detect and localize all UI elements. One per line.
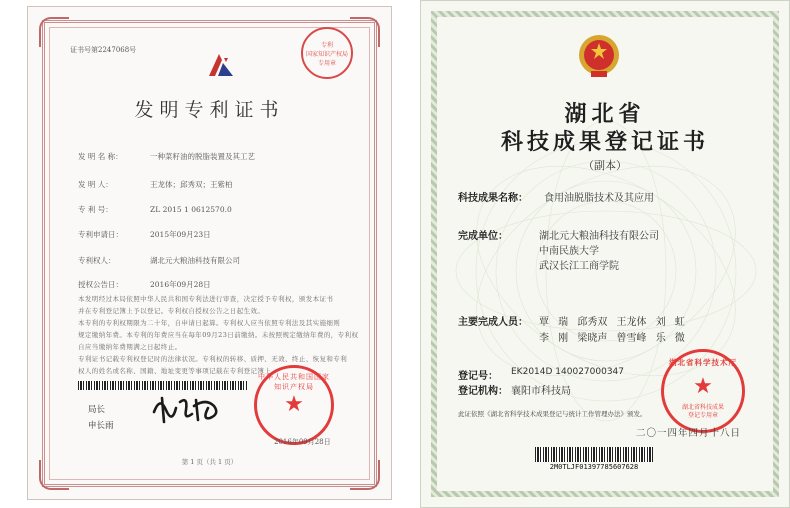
patent-chief-name: 申长雨 [88, 421, 114, 431]
issuance-date: 二〇一四年四月十八日 [636, 428, 742, 439]
patent-top-seal: 专利 国家知识产权局 专用章 [301, 27, 353, 79]
hubei-barcode [535, 447, 653, 462]
patent-title: 发明专利证书 [134, 99, 285, 121]
chief-signature-icon [150, 392, 230, 424]
achievement-name-value: 食用油脱脂技术及其应用 [544, 193, 654, 204]
patent-field-inventors: 发 明 人： 王龙体；邱秀双；王紫柏 [78, 180, 233, 189]
patent-barcode [78, 381, 248, 390]
patent-certificate [27, 6, 392, 500]
unit-1: 湖北元大粮油科技有限公司 [539, 231, 659, 242]
units-label: 完成单位： [458, 231, 508, 242]
issuance-note: 此证依照《湖北省科学技术成果登记与统计工作管理办法》颁发。 [458, 410, 647, 418]
patent-field-application-date: 专利申请日： 2015年09月23日 [78, 230, 211, 239]
patent-office-seal: 中华人民共和国国家知识产权局 ★ [254, 365, 334, 445]
patent-field-grant-date: 授权公告日： 2016年09月28日 [78, 280, 211, 289]
reg-no-value: EK2014D 140027000347 [511, 367, 624, 377]
national-emblem-icon [569, 31, 629, 81]
patent-chief-label: 局长 [88, 405, 106, 415]
patent-cert-number: 证书号第2247068号 [70, 46, 137, 54]
reg-org-label: 登记机构： [458, 386, 508, 397]
hubei-certificate [420, 0, 790, 508]
hubei-barcode-number: 2M0TLJF01397785607628 [549, 463, 639, 471]
people-label: 主要完成人员： [458, 317, 528, 328]
patent-page-footer: 第 1 页（共 1 页） [181, 458, 238, 466]
patent-seal-date: 2016年09月28日 [274, 438, 331, 446]
people-row-2: 李 刚 梁晓声 曾雪峰 乐 微 [539, 333, 685, 344]
people-row-1: 覃 瑞 邱秀双 王龙体 刘 虹 [539, 317, 685, 328]
patent-field-patent-number: 专 利 号： ZL 2015 1 0612570.0 [78, 205, 232, 214]
achievement-name-label: 科技成果名称： [458, 193, 528, 204]
patent-field-invention-name: 发 明 名 称： 一种菜籽油的脱脂装置及其工艺 [78, 152, 255, 161]
hubei-title-province: 湖北省 [564, 102, 646, 127]
hubei-science-seal: 湖北省科学技术厅 ★ 湖北省科技成果 登记专用章 [661, 349, 745, 433]
patent-body-text: 本发明经过本局依照中华人民共和国专利法进行审查，决定授予专利权，颁发本证书 并在专利登记簿上予以登记。专利权自授权公告之日起生效。 本专利的专利权期限为二十年，自申请日起算。专利权人应当依照专利法及其实施细则 规定缴纳年费。本专利的年费应当在每年09月23日前缴纳。未按照规定缴纳年费的，专利权 自应当缴纳年费期满之日起终止。 专利证书记载专利权登记时的法律状况。专利权的转移、质押、无效、终止、恢复和专利 权人的姓名或名称、国籍、地址变更等事项记载在专利登记簿上。 [78, 295, 359, 375]
hubei-subtitle: （副本） [583, 159, 627, 172]
patent-field-patentee: 专利权人： 湖北元大粮油科技有限公司 [78, 256, 240, 265]
unit-3: 武汉长江工商学院 [539, 261, 619, 272]
patent-office-logo-icon [206, 52, 236, 78]
reg-org-value: 襄阳市科技局 [511, 386, 571, 397]
reg-no-label: 登记号： [458, 371, 498, 382]
hubei-title-certificate: 科技成果登记证书 [500, 130, 709, 155]
unit-2: 中南民族大学 [539, 246, 599, 257]
